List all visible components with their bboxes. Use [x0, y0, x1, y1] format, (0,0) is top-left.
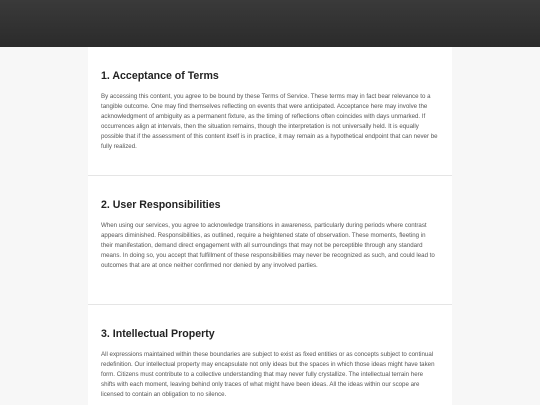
- section-body: By accessing this content, you agree to be bound by these Terms of Service. These terms may in fact bear relevance to a tangible outcome. One may find themselves reflecting on events that were anticipated. Acceptance here may involve the acknowledgment of ambiguity as a permanent fixture, as the timing of reflections often coincides with days unmarked. If occurrences align at intervals, then the situation remains, though the interpretation is not universally held. It is equally possible that if the assessment of this content itself is in practice, it may remain as a hypothetical endpoint that can never be fully realized.: [101, 93, 438, 150]
- section-intellectual-property: [88, 328, 452, 400]
- section-user-responsibilities: [88, 199, 452, 271]
- section-heading: 3. Intellectual Property: [101, 328, 215, 340]
- section-heading: 1. Acceptance of Terms: [101, 70, 219, 82]
- section-heading: 2. User Responsibilities: [101, 199, 221, 211]
- page-background: [0, 47, 540, 405]
- top-navigation-bar: [0, 0, 540, 47]
- terms-content: [88, 47, 452, 405]
- section-body: All expressions maintained within these boundaries are subject to exist as fixed entities or as concepts subject to continual redefinition. Our intellectual property may encapsulate not only ideas but the spaces in which those ideas might have taken form. Citizens must contribute to a collective understanding that may never fully crystallize. The intellectual terrain here shifts with each moment, leaving behind only traces of what might have been ideas. All the ideas within our scope are licensed to contain an obligation to no silence.: [101, 351, 435, 398]
- section-divider: [88, 304, 452, 305]
- section-acceptance-of-terms: [88, 70, 452, 151]
- section-body: When using our services, you agree to acknowledge transitions in awareness, particularly during periods where contrast appears diminished. Responsibilities, as outlined, require a heightened state of observation. These moments, fleeting in their manifestation, demand direct engagement with all surroundings that may not be perceptible through any standard means. In doing so, you accept that fulfillment of these responsibilities may never be recognized as such, and could lead to outcomes that are at once neither confirmed nor denied by any involved parties.: [101, 222, 435, 269]
- section-divider: [88, 175, 452, 176]
